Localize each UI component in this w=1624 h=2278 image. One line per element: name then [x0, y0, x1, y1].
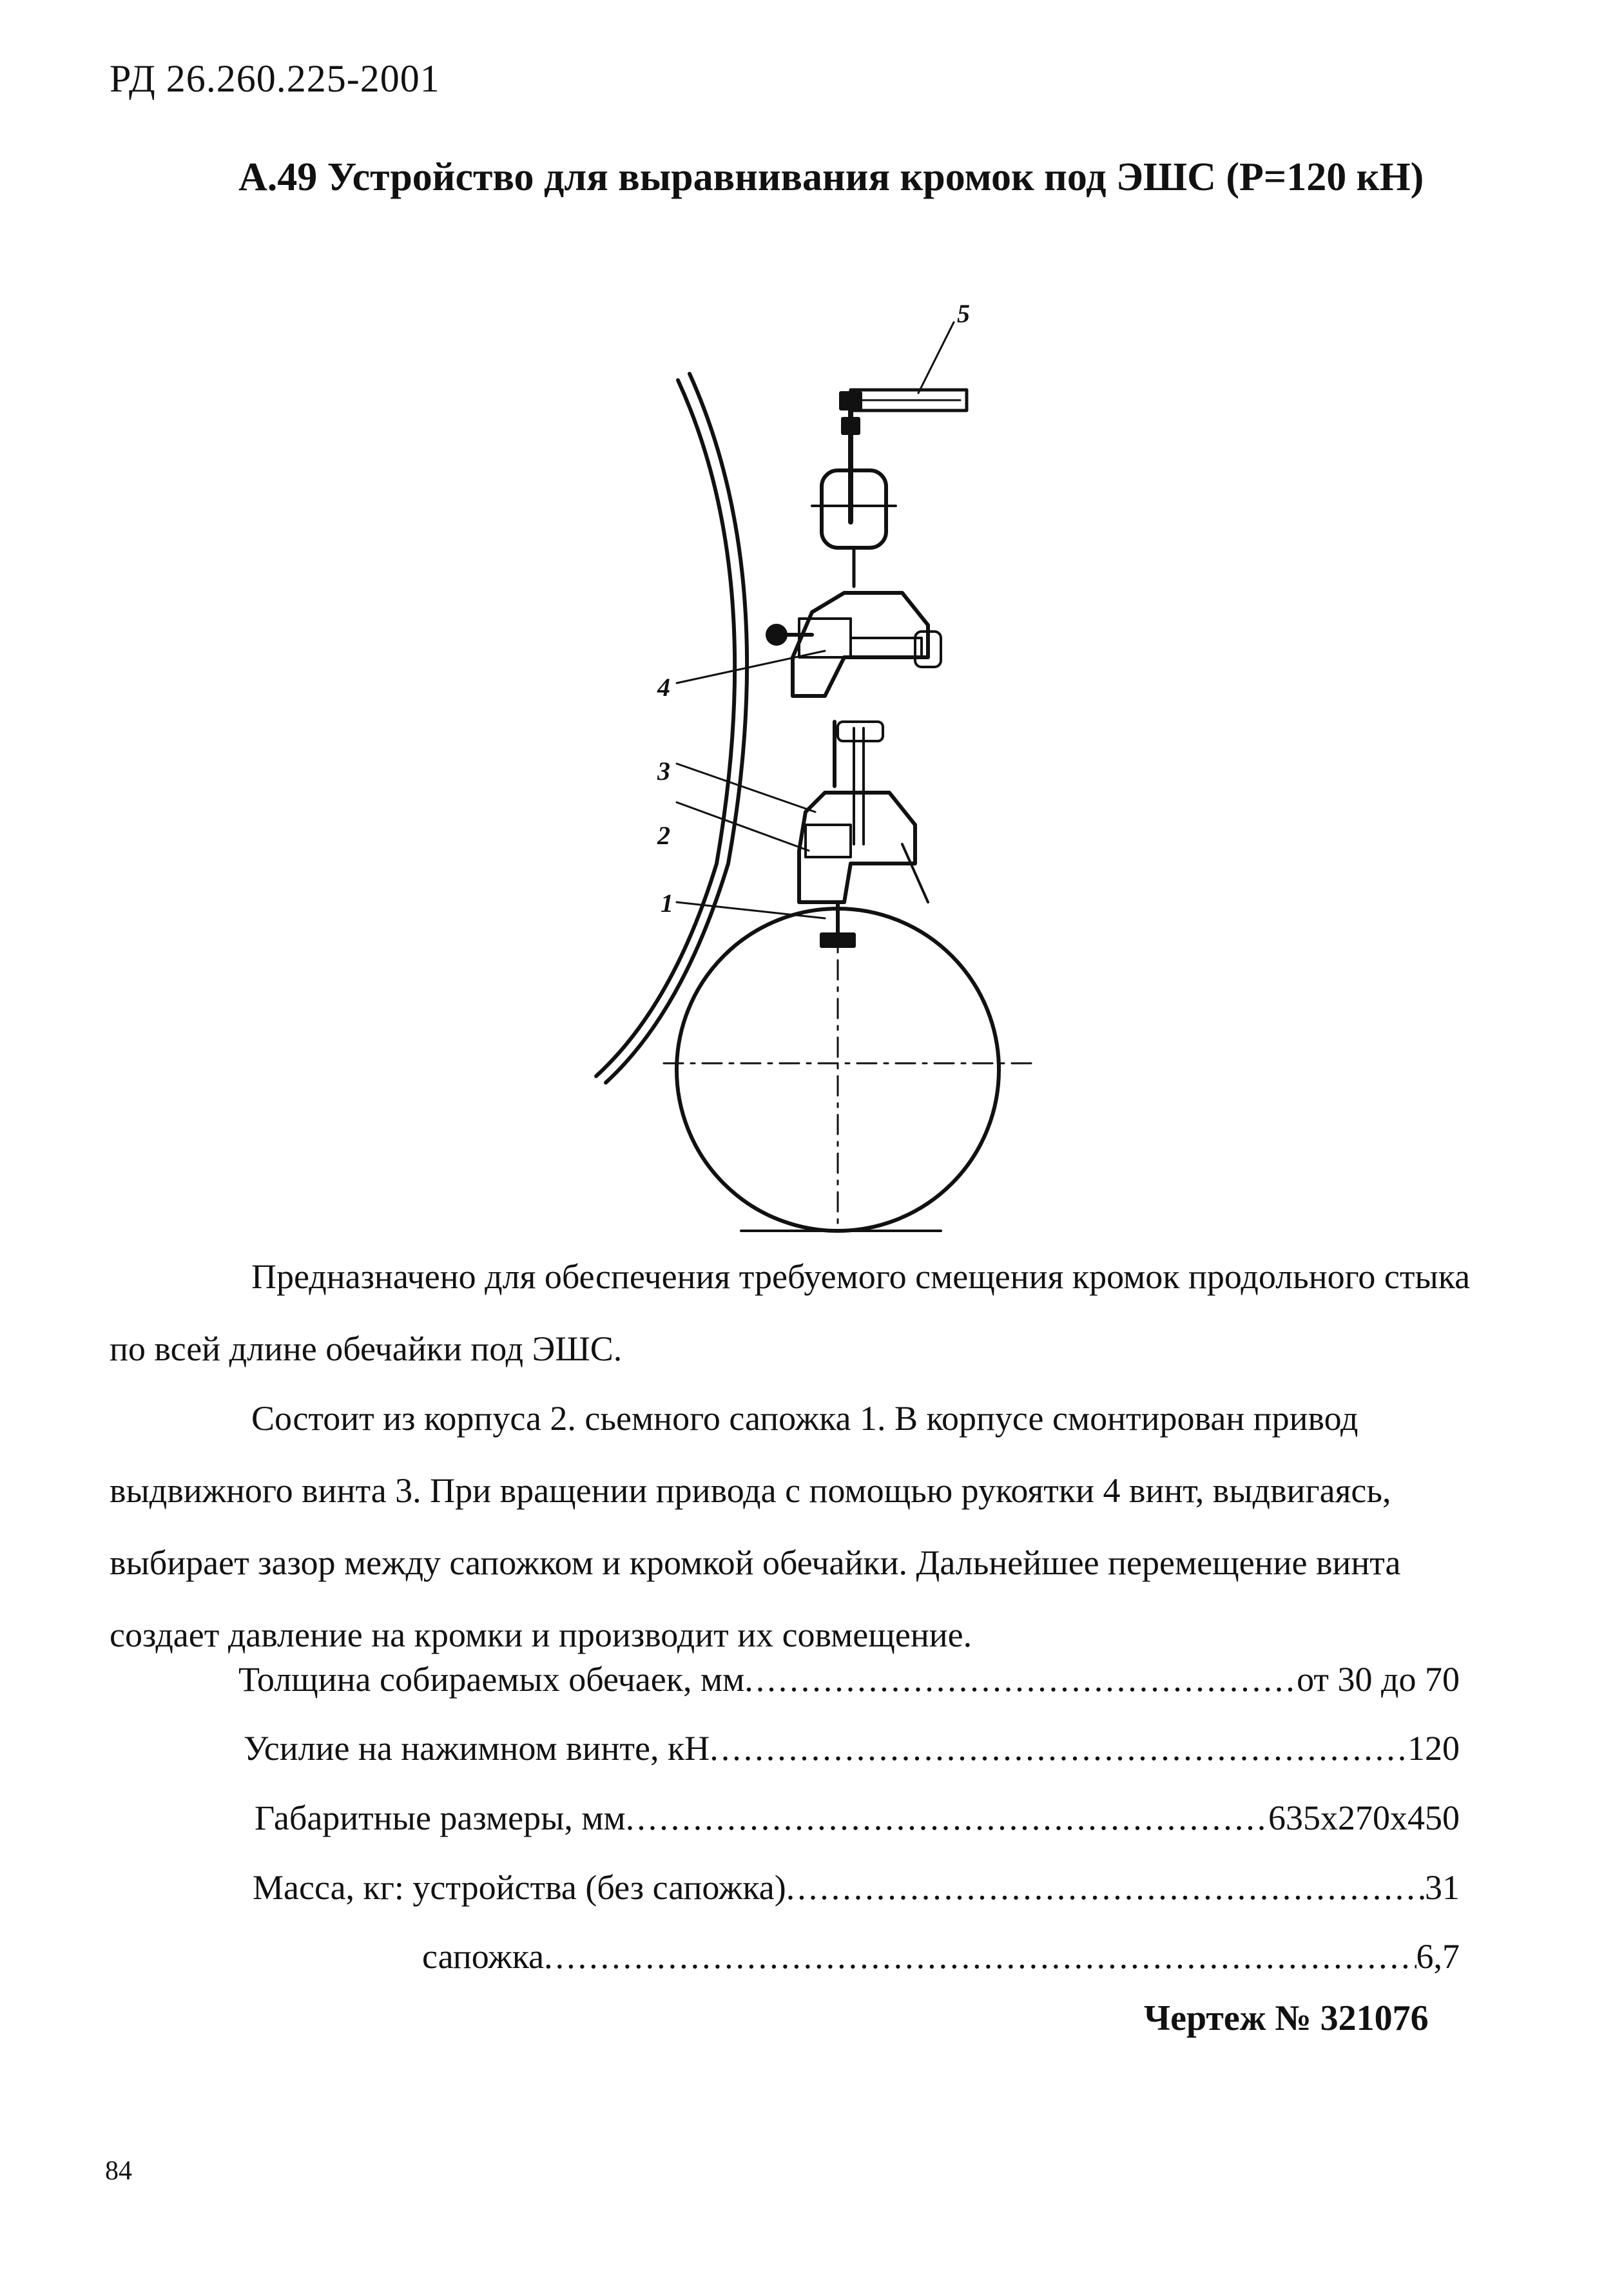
paragraph-construction-text: Состоит из корпуса 2. сьемного сапожка 1. В корпусе смонтирован привод выдвижного винта 3. При вращении привода с помощью рукоятки 4 винт, выдвигаясь, выбирает зазор между сапожком и кромкой обечайки. Дальнейшее перемещение винта создает давление на кромки и производит их совмещение. [110, 1399, 1401, 1654]
spec-row-force [244, 1728, 1460, 1768]
shell-curve-inner [596, 380, 735, 1076]
body-2 [799, 793, 915, 902]
spec-label: Габаритные размеры, мм [255, 1799, 626, 1837]
spec-row-mass-shoe [422, 1936, 1460, 1976]
shoe-1 [822, 934, 854, 946]
drawing-reference: Чертеж № 321076 [1144, 1998, 1429, 2038]
spec-label: Усилие на нажимном винте, кН [244, 1729, 710, 1768]
device-drawing-svg [567, 284, 1070, 1237]
spec-value: 6,7 [1416, 1937, 1460, 1976]
spec-dots [626, 1798, 1268, 1838]
spec-value: 31 [1425, 1868, 1460, 1907]
spec-dots [710, 1728, 1407, 1768]
document-code: РД 26.260.225-2001 [110, 57, 440, 100]
spec-row-mass-device [253, 1868, 1460, 1907]
callout-5: 5 [957, 299, 970, 328]
spec-label: Масса, кг: устройства (без сапожка) [253, 1868, 786, 1907]
spec-value: 120 [1407, 1729, 1460, 1768]
spec-value: 635x270x450 [1268, 1799, 1460, 1837]
spec-value: от 30 до 70 [1297, 1660, 1460, 1699]
spec-dots [544, 1936, 1416, 1976]
screw-cap [838, 722, 883, 741]
spec-label: сапожка [422, 1937, 545, 1976]
paragraph-purpose-text: Предназначено для обеспечения требуемого смещения кромок продольного стыка по всей длине обечайки под ЭШС. [110, 1257, 1471, 1368]
spec-row-dimensions [255, 1798, 1460, 1838]
section-title: А.49 Устройство для выравнивания кромок под ЭШС (Р=120 кН) [238, 155, 1424, 199]
callout-3: 3 [657, 757, 670, 786]
spec-label: Толщина собираемых обечаек, мм [238, 1660, 745, 1699]
shell-curve [606, 374, 747, 1083]
drive-housing [822, 470, 886, 548]
callout-1: 1 [661, 889, 673, 918]
spec-dots [744, 1659, 1297, 1699]
page-number: 84 [105, 2156, 132, 2186]
callout-4: 4 [657, 673, 670, 702]
spec-row-thickness [238, 1659, 1460, 1699]
spec-dots [786, 1868, 1425, 1907]
device-drawing [567, 284, 1070, 1237]
paragraph-purpose [110, 1240, 1508, 1385]
bracket-4 [793, 593, 928, 696]
callout-2: 2 [657, 821, 670, 850]
paragraph-construction [110, 1382, 1508, 1671]
